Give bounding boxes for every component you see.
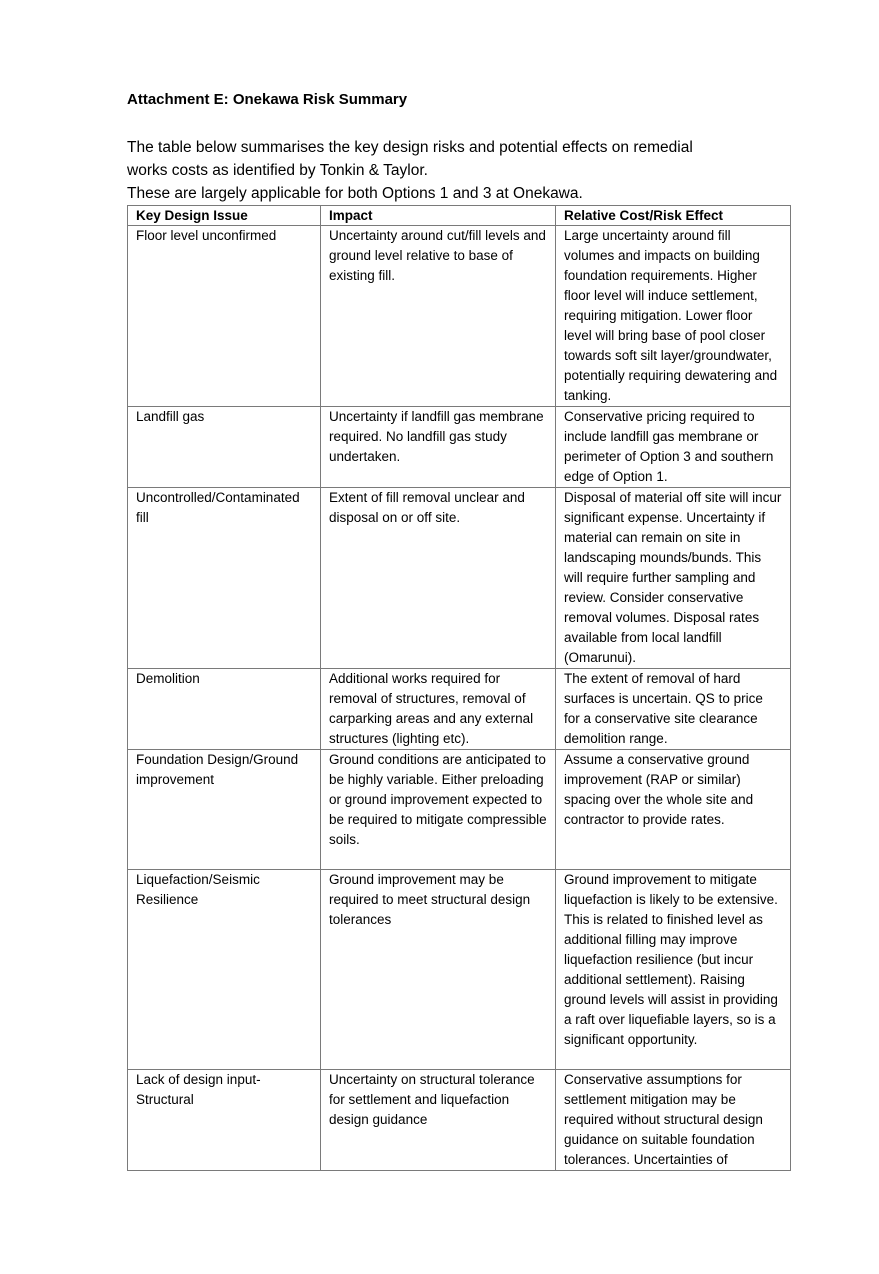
cell-impact: Extent of fill removal unclear and disposal on or off site. — [321, 488, 556, 669]
cell-effect: Ground improvement to mitigate liquefaction is likely to be extensive. This is related to finished level as additional filling may improve liquefaction resilience (but incur additional settlement). Raising ground levels will assist in providing a raft over liquefiable layers, so is a significant opportunity. — [556, 870, 791, 1070]
header-key-design-issue: Key Design Issue — [128, 206, 321, 226]
cell-impact: Uncertainty around cut/fill levels and ground level relative to base of existing fill. — [321, 226, 556, 407]
cell-effect: Conservative assumptions for settlement mitigation may be required without structural design guidance on suitable foundation tolerances. Uncertainties of — [556, 1070, 791, 1171]
table-header-row — [128, 206, 791, 226]
intro-line: The table below summarises the key design risks and potential effects on remedial — [127, 139, 693, 156]
table-row — [128, 669, 791, 750]
table-row — [128, 750, 791, 870]
table-row — [128, 870, 791, 1070]
cell-issue: Floor level unconfirmed — [128, 226, 321, 407]
cell-impact: Additional works required for removal of structures, removal of carparking areas and any external structures (lighting etc). — [321, 669, 556, 750]
table-row — [128, 407, 791, 488]
header-relative-cost-risk-effect: Relative Cost/Risk Effect — [556, 206, 791, 226]
cell-effect: Conservative pricing required to include landfill gas membrane or perimeter of Option 3 and southern edge of Option 1. — [556, 407, 791, 488]
header-impact: Impact — [321, 206, 556, 226]
intro-line: These are largely applicable for both Options 1 and 3 at Onekawa. — [127, 185, 583, 202]
cell-issue: Landfill gas — [128, 407, 321, 488]
risk-summary-table — [127, 205, 791, 1171]
cell-impact: Uncertainty if landfill gas membrane required. No landfill gas study undertaken. — [321, 407, 556, 488]
cell-issue: Lack of design input-Structural — [128, 1070, 321, 1171]
cell-issue: Foundation Design/Ground improvement — [128, 750, 321, 870]
page-title: Attachment E: Onekawa Risk Summary — [127, 91, 408, 108]
cell-effect: Large uncertainty around fill volumes and impacts on building foundation requirements. Higher floor level will induce settlement, requiring mitigation. Lower floor level will bring base of pool closer towards soft silt layer/groundwater, potentially requiring dewatering and tanking. — [556, 226, 791, 407]
cell-issue: Demolition — [128, 669, 321, 750]
table-row — [128, 226, 791, 407]
intro-line: works costs as identified by Tonkin & Taylor. — [127, 162, 428, 179]
cell-issue: Liquefaction/Seismic Resilience — [128, 870, 321, 1070]
cell-impact: Uncertainty on structural tolerance for settlement and liquefaction design guidance — [321, 1070, 556, 1171]
cell-impact: Ground conditions are anticipated to be highly variable. Either preloading or ground improvement expected to be required to mitigate compressible soils. — [321, 750, 556, 870]
cell-effect: The extent of removal of hard surfaces is uncertain. QS to price for a conservative site clearance demolition range. — [556, 669, 791, 750]
table-row — [128, 488, 791, 669]
cell-effect: Assume a conservative ground improvement (RAP or similar) spacing over the whole site and contractor to provide rates. — [556, 750, 791, 870]
cell-impact: Ground improvement may be required to meet structural design tolerances — [321, 870, 556, 1070]
intro-paragraph — [127, 136, 807, 205]
cell-effect: Disposal of material off site will incur significant expense. Uncertainty if material can remain on site in landscaping mounds/bunds. This will require further sampling and review. Consider conservative removal volumes. Disposal rates available from local landfill (Omarunui). — [556, 488, 791, 669]
cell-issue: Uncontrolled/Contaminated fill — [128, 488, 321, 669]
table-row — [128, 1070, 791, 1171]
